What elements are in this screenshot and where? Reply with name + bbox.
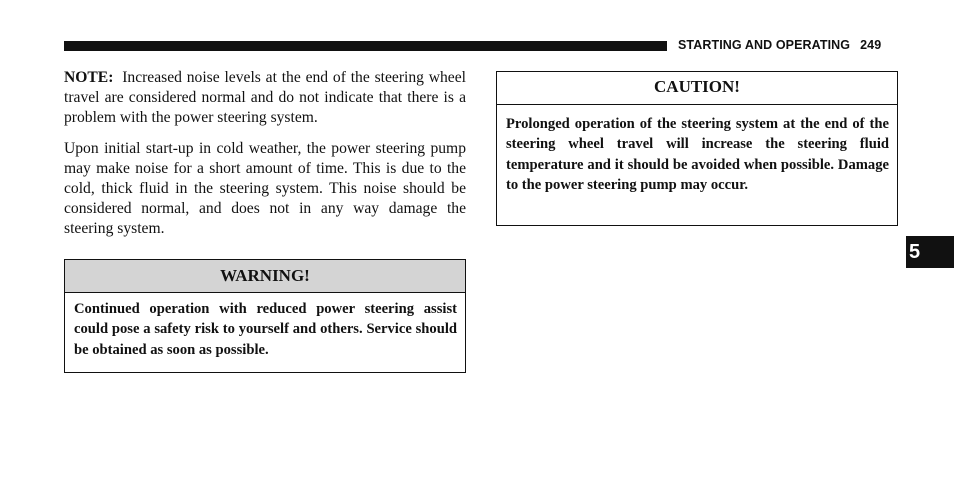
warning-title: WARNING! <box>65 260 465 293</box>
note-paragraph <box>64 68 466 129</box>
section-title: STARTING AND OPERATING <box>678 38 851 52</box>
left-column <box>64 68 466 250</box>
page-number: 249 <box>860 38 882 52</box>
section-tab <box>906 236 954 268</box>
caution-box <box>496 71 898 226</box>
note-label: NOTE: <box>64 69 114 86</box>
header-rule <box>64 41 667 51</box>
body-paragraph: Upon initial start-up in cold weather, the power steering pump may make noise for a short amount of time. This is due to the cold, thick fluid in the steering system. This noise should be considered normal, and does not in any way damage the steering system. <box>64 139 466 238</box>
caution-text: Prolonged operation of the steering system at the end of the steering wheel travel will increase the steering fluid temperature and it should be avoided when possible. Damage to the power steering pump may occur. <box>506 116 889 194</box>
running-header <box>678 38 908 54</box>
caution-title: CAUTION! <box>497 72 897 105</box>
warning-box <box>64 259 466 373</box>
warning-text: Continued operation with reduced power steering assist could pose a safety risk to yourself and others. Service should be obtained as soon as possible. <box>74 301 457 358</box>
section-tab-number: 5 <box>909 241 921 263</box>
note-text: Increased noise levels at the end of the steering wheel travel are considered normal and do not indicate that there is a problem with the power steering system. <box>64 69 466 127</box>
